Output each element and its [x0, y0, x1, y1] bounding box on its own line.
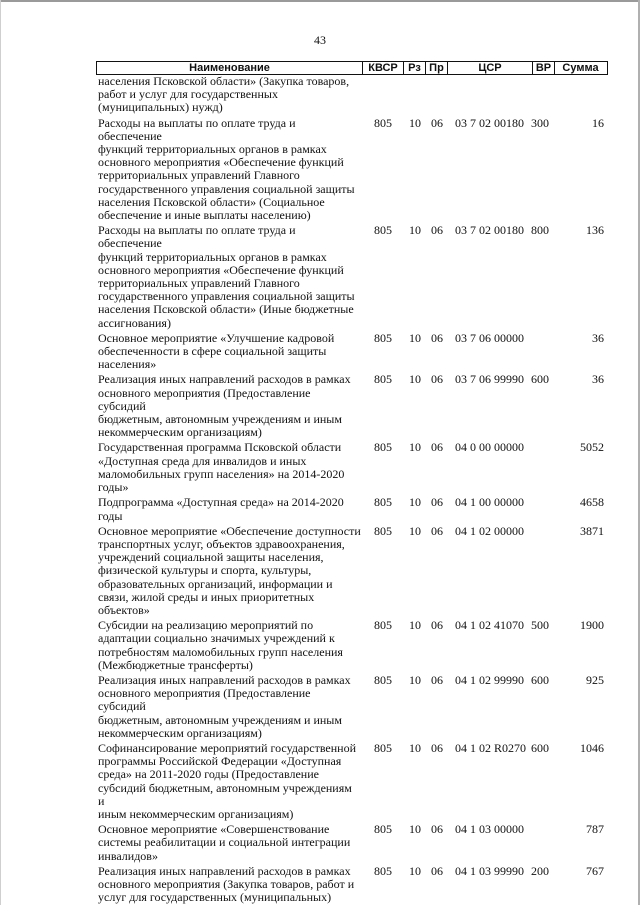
row-name: Софинансирование мероприятий государственной программы Российской Федерации «Доступная среда» на 2011-2020 годы (Предоставление субсидий бюджетным, автономным учреждениям и иным некоммерческим организациям) — [98, 740, 357, 821]
row-pr: 06 — [431, 372, 443, 387]
row-name: Расходы на выплаты по оплате труда и обеспечение функций территориальных органов в рамках основного мероприятия «Обеспечение функций территориальных управлений Главного государственного управления социальной защиты населения Псковской области» (Иные бюджетные ассигнования) — [98, 223, 355, 330]
row-pr: 06 — [431, 440, 443, 455]
row-rz: 10 — [409, 330, 421, 345]
row-csr: 04 1 02 R0270 — [455, 740, 527, 755]
row-name: Основное мероприятие «Совершенствование системы реабилитации и социальной интеграции инвалидов» — [98, 822, 351, 863]
table-row — [0, 525, 640, 617]
row-pr: 06 — [431, 495, 443, 510]
row-pr: 06 — [431, 618, 443, 633]
row-pr: 06 — [431, 672, 443, 687]
row-pr: 06 — [431, 523, 443, 538]
header-csr: ЦСР — [447, 62, 532, 74]
table-row — [0, 674, 640, 740]
table-row — [0, 117, 640, 223]
row-kvsr: 805 — [374, 223, 392, 238]
row-kvsr: 805 — [374, 618, 392, 633]
row-csr: 03 7 02 00180 — [455, 115, 524, 130]
table-row — [0, 619, 640, 672]
table-row — [0, 865, 640, 905]
table-body — [0, 75, 640, 904]
header-kvsr: КВСР — [362, 62, 403, 74]
header-pr: Пр — [425, 62, 447, 74]
row-kvsr: 805 — [374, 672, 392, 687]
row-csr: 04 1 03 99990 — [455, 863, 524, 878]
row-name: Основное мероприятие «Улучшение кадровой обеспеченности в сфере социальной защиты населения» — [98, 330, 335, 372]
row-kvsr: 805 — [374, 740, 392, 755]
header-name: Наименование — [189, 62, 270, 74]
row-name: Государственная программа Псковской области «Доступная среда для инвалидов и иных маломобильных групп населения» на 2014-2020 годы» — [98, 440, 345, 495]
table-row — [0, 742, 640, 821]
row-rz: 10 — [409, 495, 421, 510]
row-vr: 500 — [531, 618, 549, 633]
row-sum: 925 — [586, 672, 604, 687]
row-rz: 10 — [409, 618, 421, 633]
row-vr: 600 — [531, 740, 549, 755]
row-name: Субсидии на реализацию мероприятий по адаптации социально значимых учреждений к потребностям маломобильных групп населения (Межбюджетные трансферты) — [98, 618, 343, 672]
table-row — [0, 373, 640, 439]
row-kvsr: 805 — [374, 330, 392, 345]
row-sum: 36 — [592, 372, 604, 387]
row-pr: 06 — [431, 740, 443, 755]
table-row — [0, 224, 640, 330]
row-rz: 10 — [409, 440, 421, 455]
table-row — [0, 441, 640, 494]
row-pr: 06 — [431, 115, 443, 130]
row-rz: 10 — [409, 740, 421, 755]
row-sum: 767 — [586, 863, 604, 878]
table-row — [0, 75, 640, 115]
row-csr: 03 7 06 99990 — [455, 372, 524, 387]
row-name: Реализация иных направлений расходов в рамках основного мероприятия (Предоставление субсидий бюджетным, автономным учреждениям и иным некоммерческим организациям) — [98, 372, 351, 440]
row-kvsr: 805 — [374, 863, 392, 878]
row-rz: 10 — [409, 223, 421, 238]
row-csr: 03 7 06 00000 — [455, 330, 524, 345]
row-name: Реализация иных направлений расходов в рамках основного мероприятия (Закупка товаров, работ и услуг для государственных (муниципальных) — [98, 863, 355, 905]
row-pr: 06 — [431, 223, 443, 238]
row-sum: 1046 — [580, 740, 604, 755]
table-row — [0, 823, 640, 863]
table-row — [0, 332, 640, 372]
header-sum: Сумма — [554, 62, 606, 74]
row-pr: 06 — [431, 822, 443, 837]
row-kvsr: 805 — [374, 523, 392, 538]
row-csr: 04 1 02 41070 — [455, 618, 524, 633]
row-vr: 600 — [531, 372, 549, 387]
row-csr: 04 1 03 00000 — [455, 822, 524, 837]
row-sum: 5052 — [580, 440, 604, 455]
row-csr: 04 1 02 00000 — [455, 523, 524, 538]
row-sum: 1900 — [580, 618, 604, 633]
row-rz: 10 — [409, 863, 421, 878]
row-sum: 4658 — [580, 495, 604, 510]
table-row — [0, 496, 640, 522]
table-header — [96, 61, 608, 75]
row-sum: 3871 — [580, 523, 604, 538]
header-vr: ВР — [532, 62, 554, 74]
row-name: Реализация иных направлений расходов в рамках основного мероприятия (Предоставление субсидий бюджетным, автономным учреждениям и иным некоммерческим организациям) — [98, 672, 351, 740]
row-name: населения Псковской области» (Закупка товаров, работ и услуг для государственных (муниципальных) нужд) — [98, 74, 350, 115]
scan-edge-top — [0, 0, 640, 2]
header-rz: Рз — [403, 62, 425, 74]
row-csr: 04 0 00 00000 — [455, 440, 524, 455]
row-pr: 06 — [431, 863, 443, 878]
row-kvsr: 805 — [374, 822, 392, 837]
row-kvsr: 805 — [374, 372, 392, 387]
row-name: Основное мероприятие «Обеспечение доступности транспортных услуг, объектов здравоохранения, учреждений социальной защиты населения, физической культуры и спорта, культуры, образовательных организаций, информации и связи, жилой среды и иных приоритетных объектов» — [98, 523, 361, 617]
page-number: 43 — [314, 33, 326, 47]
row-rz: 10 — [409, 523, 421, 538]
row-vr: 300 — [531, 115, 549, 130]
row-vr: 200 — [531, 863, 549, 878]
row-kvsr: 805 — [374, 115, 392, 130]
row-csr: 03 7 02 00180 — [455, 223, 524, 238]
row-sum: 787 — [586, 822, 604, 837]
row-sum: 136 — [586, 223, 604, 238]
row-pr: 06 — [431, 330, 443, 345]
row-kvsr: 805 — [374, 440, 392, 455]
row-kvsr: 805 — [374, 495, 392, 510]
row-rz: 10 — [409, 115, 421, 130]
row-vr: 800 — [531, 223, 549, 238]
row-rz: 10 — [409, 372, 421, 387]
row-csr: 04 1 02 99990 — [455, 672, 524, 687]
row-name: Подпрограмма «Доступная среда» на 2014-2020 годы — [98, 495, 344, 523]
row-csr: 04 1 00 00000 — [455, 495, 524, 510]
row-sum: 16 — [592, 115, 604, 130]
row-sum: 36 — [592, 330, 604, 345]
row-name: Расходы на выплаты по оплате труда и обеспечение функций территориальных органов в рамках основного мероприятия «Обеспечение функций территориальных управлений Главного государственного управления социальной защиты населения Псковской области» (Социальное обеспечение и иные выплаты населению) — [98, 115, 355, 223]
row-rz: 10 — [409, 672, 421, 687]
row-rz: 10 — [409, 822, 421, 837]
row-vr: 600 — [531, 672, 549, 687]
